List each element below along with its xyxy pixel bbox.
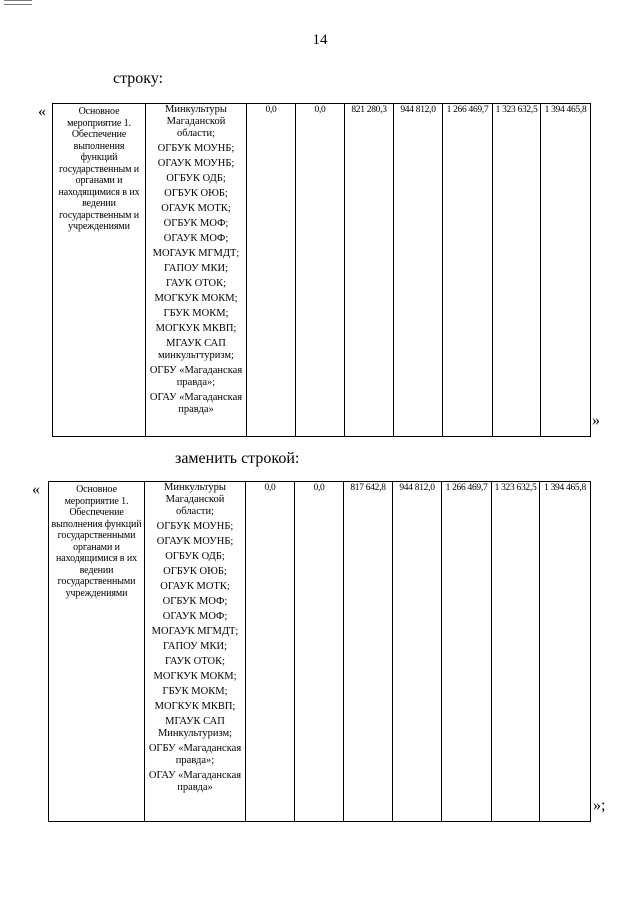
value-cell: 1 323 632,5 [492,482,540,822]
value-cell: 821 280,3 [345,104,394,437]
value-cell: 1 266 469,7 [442,482,492,822]
executor-item: ОГАУК МОФ; [162,611,228,622]
executor-item: ГАУК ОТОК; [165,278,226,289]
activity-cell: Основное мероприятие 1. Обеспечение выполнения функций государственными органами и находящимися в их ведении государственными учреждениями [49,482,145,822]
value-cell: 1 266 469,7 [443,104,493,437]
close-quote: »; [593,797,606,814]
executor-item: ОГАУ «Магаданская правда» [148,770,242,793]
open-quote: « [32,481,40,498]
executor-item: МОГАУК МГМДТ; [151,626,239,637]
value-cell: 1 394 465,8 [541,104,591,437]
executor-item: ОГБУК ОЮБ; [163,566,227,577]
scan-corner-mark [4,0,32,5]
open-quote: « [38,103,46,120]
executor-item: ОГБУК ОДБ; [165,551,225,562]
executor-item: ГБУК МОКМ; [163,308,229,319]
intro-new-row: заменить строкой: [175,450,300,467]
executor-item: ОГБУ «Магаданская правда»; [149,365,243,388]
value-cell: 0,0 [296,104,345,437]
executor-item: ОГАУ «Магаданская правда» [149,392,243,415]
executor-item: ГАУК ОТОК; [164,656,225,667]
executor-item: ОГАУК МОТК; [160,581,230,592]
value-cell: 0,0 [247,104,296,437]
executor-item: ОГБУК ОДБ; [166,173,226,184]
value-cell: 944 812,0 [393,482,442,822]
old-row-table [52,103,591,437]
page-number: 14 [312,32,328,48]
new-row-table [48,481,591,822]
executor-item: ОГАУК МОФ; [163,233,229,244]
executor-item: МОГКУК МОКМ; [153,671,237,682]
executor-item: ГАПОУ МКИ; [163,641,227,652]
executor-item: ОГБУК ОЮБ; [164,188,228,199]
executor-item: ОГБУК МОФ; [163,218,229,229]
executor-item: ГБУК МОКМ; [162,686,228,697]
close-quote: » [592,412,600,429]
value-cell: 0,0 [246,482,295,822]
executor-item: МОГКУК МКВП; [154,701,236,712]
executor-item: ОГАУК МОУНБ; [156,536,234,547]
executor-item: Минкультуры Магаданской области; [165,104,227,139]
executor-item: ОГБУК МОУНБ; [156,521,234,532]
executor-item: МОГАУК МГМДТ; [152,248,240,259]
executors-cell [145,482,246,822]
value-cell: 1 323 632,5 [493,104,541,437]
executor-item: ОГАУК МОУНБ; [157,158,235,169]
executor-item: ОГБУК МОУНБ; [157,143,235,154]
table-row [53,104,591,437]
activity-cell: Основное мероприятие 1. Обеспечение выполнения функций государственным и органами и находящимися в их ведении государственным и учреждениями [53,104,146,437]
executor-item: ГАПОУ МКИ; [164,263,228,274]
executor-item: ОГБУК МОФ; [162,596,228,607]
executors-cell [146,104,247,437]
executor-item: Минкультуры Магаданской области; [164,482,226,517]
value-cell: 944 812,0 [394,104,443,437]
executor-item: МОГКУК МКВП; [155,323,237,334]
executor-item: МГАУК САП минкульттуризм; [158,338,234,361]
executor-item: МОГКУК МОКМ; [154,293,238,304]
value-cell: 817 642,8 [344,482,393,822]
executor-item: МГАУК САП Минкультуризм; [157,716,233,739]
table-row [49,482,591,822]
executor-item: ОГАУК МОТК; [161,203,231,214]
value-cell: 1 394 465,8 [540,482,591,822]
value-cell: 0,0 [295,482,344,822]
intro-old-row: строку: [113,70,164,87]
executor-item: ОГБУ «Магаданская правда»; [148,743,242,766]
